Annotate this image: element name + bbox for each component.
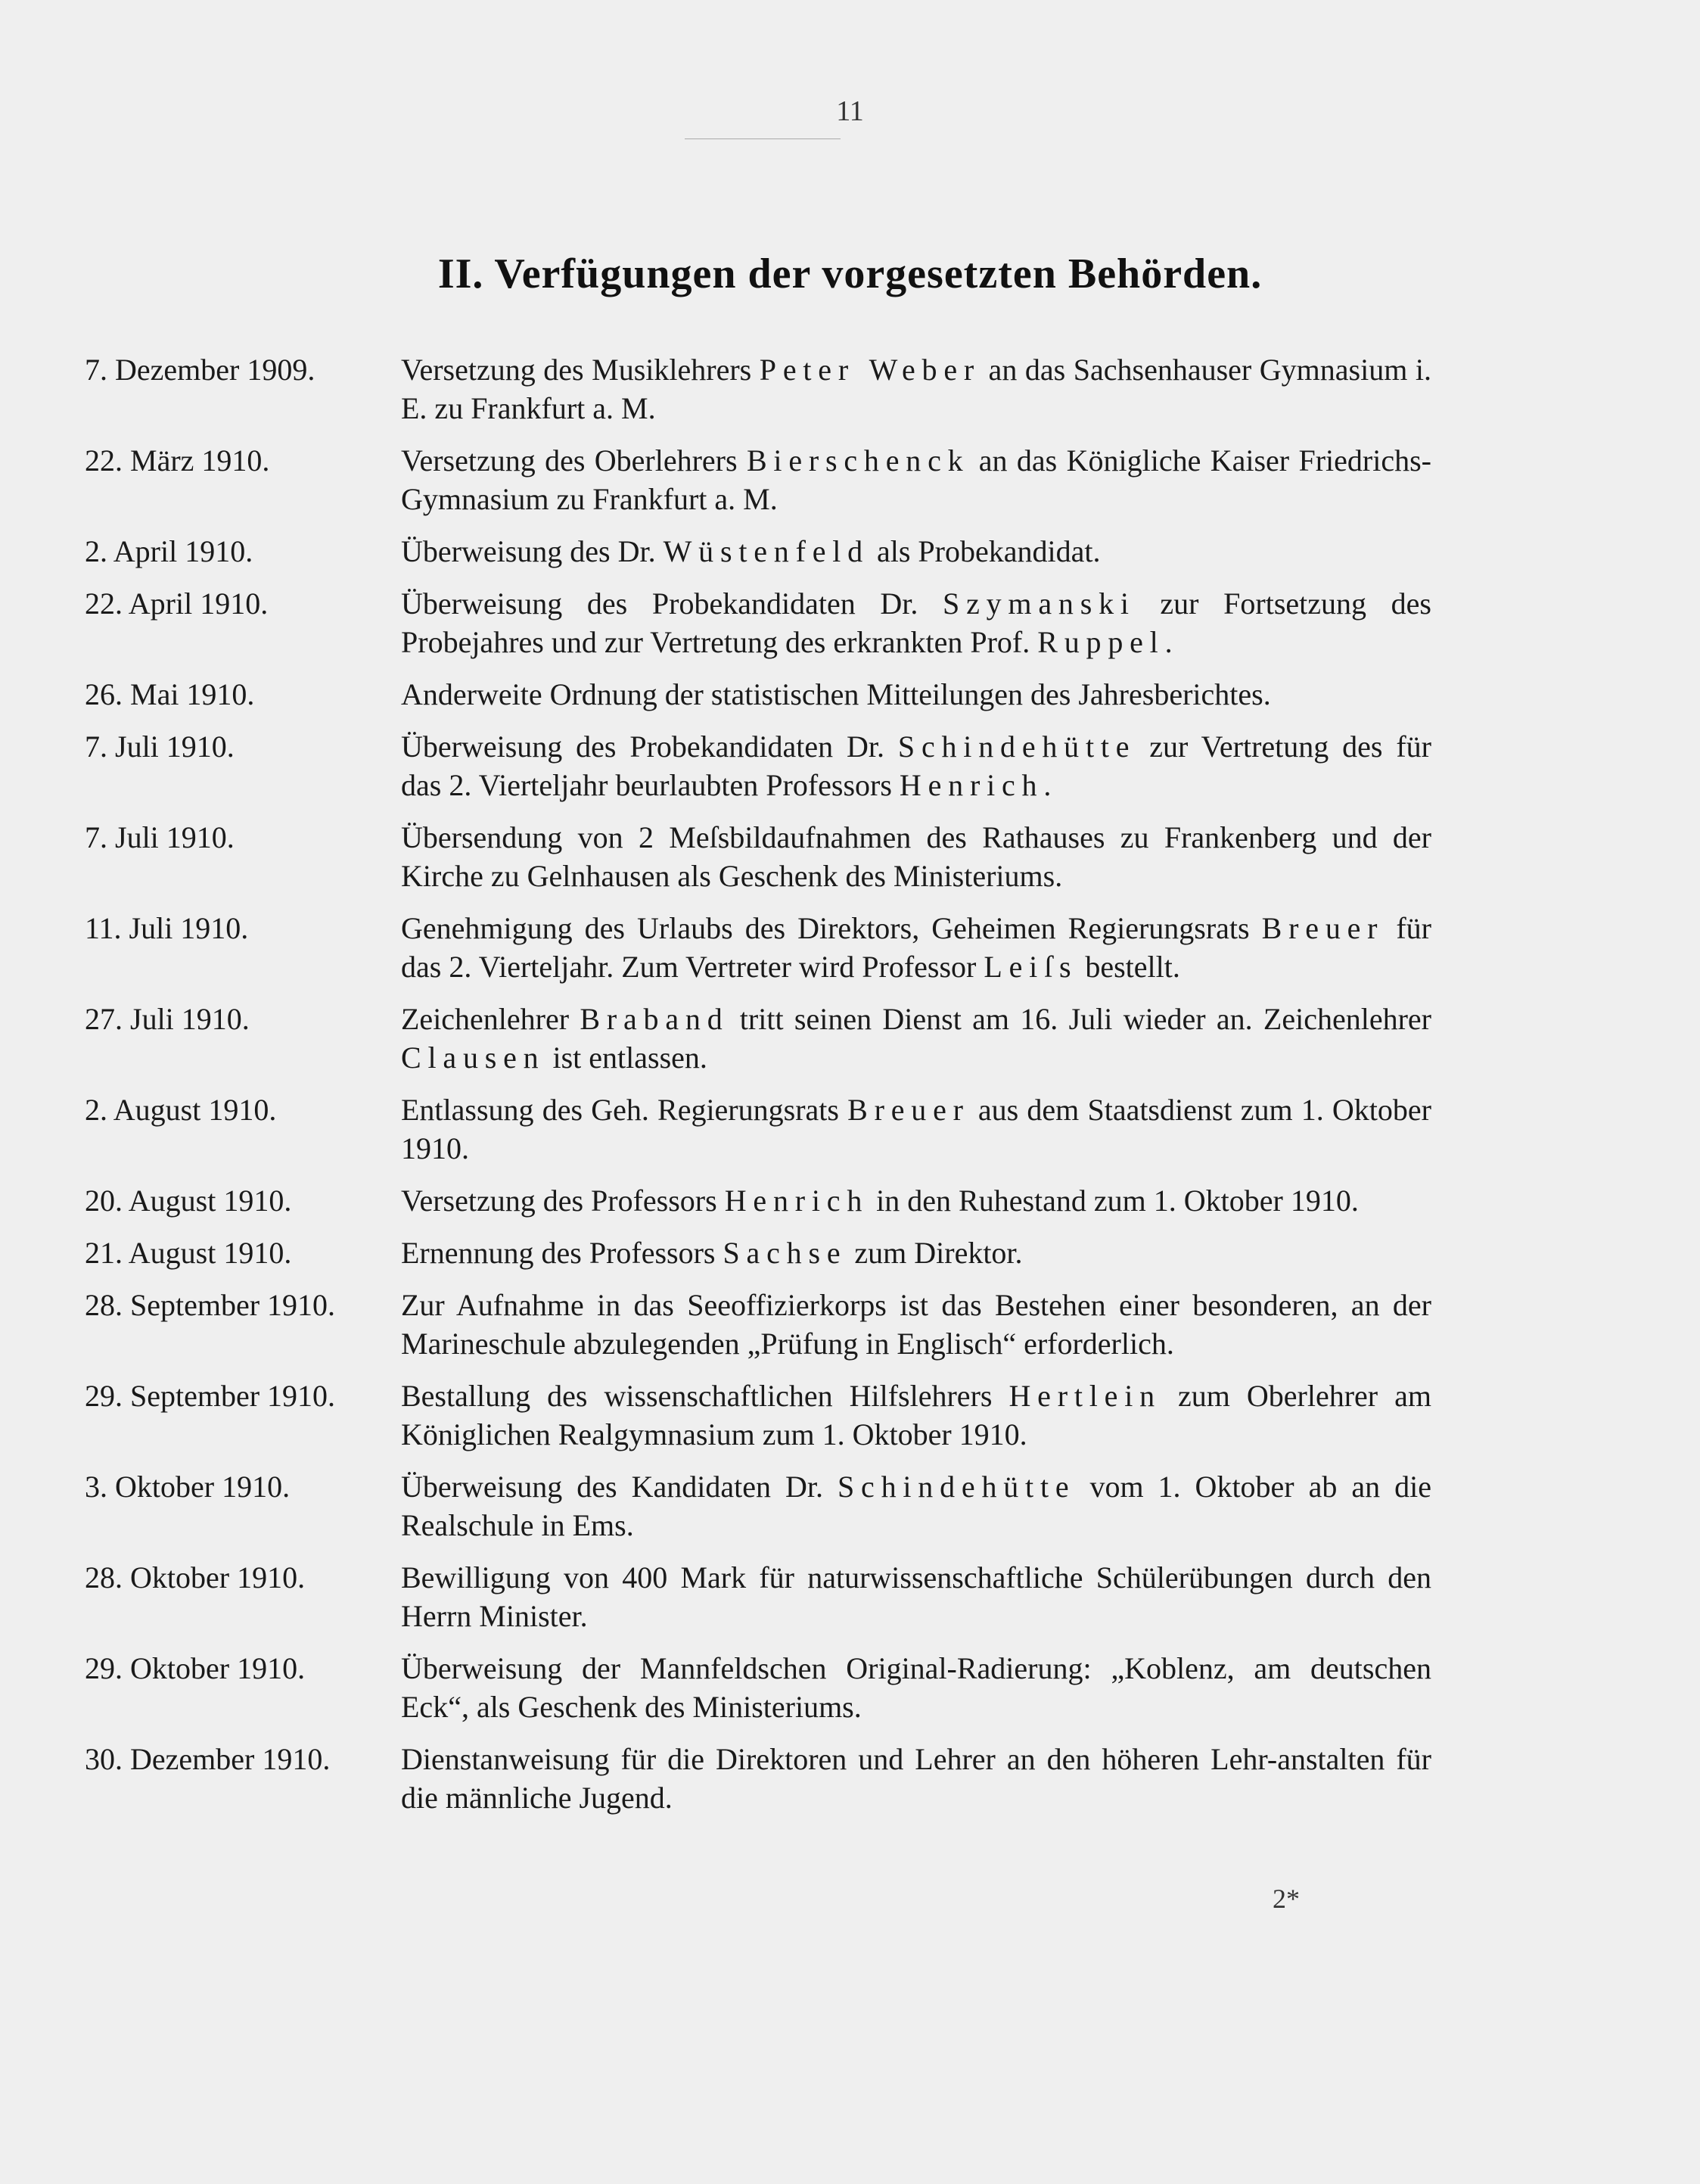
person-name: Clausen bbox=[401, 1041, 545, 1075]
decree-date: 7. Dezember 1909. bbox=[85, 353, 315, 387]
decree-text-part: Versetzung des Professors bbox=[401, 1184, 725, 1218]
decree-date: 26. Mai 1910. bbox=[85, 677, 255, 711]
decree-text-part: Ernennung des Professors bbox=[401, 1236, 723, 1270]
decree-text-part: Überweisung des Probekandidaten Dr. bbox=[401, 586, 943, 621]
decree-text-part: Überweisung des Dr. bbox=[401, 534, 664, 568]
decree-text bbox=[401, 1740, 1431, 1817]
person-name: Schindehütte bbox=[897, 730, 1136, 764]
decree-text-part: Bestallung des wissenschaftlichen Hilfslehrers bbox=[401, 1379, 1009, 1413]
decree-text bbox=[401, 1000, 1431, 1077]
signature-mark: 2* bbox=[1273, 1884, 1300, 1914]
decree-text bbox=[401, 675, 1431, 714]
decree-text-part: Dienstanweisung für die Direktoren und Lehrer an den höheren Lehr-anstalten für die männliche Jugend. bbox=[401, 1742, 1431, 1815]
decree-text bbox=[401, 818, 1431, 895]
decree-date: 27. Juli 1910. bbox=[85, 1002, 250, 1036]
decree-entry bbox=[85, 1558, 1431, 1635]
person-name: Braband bbox=[580, 1002, 729, 1036]
decree-text-part: Anderweite Ordnung der statistischen Mitteilungen des Jahresberichtes. bbox=[401, 677, 1271, 711]
person-name: Peter Weber bbox=[759, 353, 981, 387]
decree-text-part: Bewilligung von 400 Mark für naturwissenschaftliche Schülerübungen durch den Herrn Minister. bbox=[401, 1560, 1431, 1633]
person-name: Bierschenck bbox=[746, 443, 970, 478]
person-name: Wüstenfeld bbox=[663, 534, 869, 568]
decree-text-part: . bbox=[1164, 625, 1173, 659]
person-name: Henrich bbox=[724, 1184, 869, 1218]
decree-text-part: Überweisung des Probekandidaten Dr. bbox=[401, 730, 898, 764]
person-name: Henrich bbox=[899, 768, 1044, 802]
decree-date: 29. September 1910. bbox=[85, 1379, 336, 1413]
decree-text-part: Überweisung des Kandidaten Dr. bbox=[401, 1470, 838, 1504]
decree-text-part: tritt seinen Dienst am 16. Juli wieder an. Zeichenlehrer bbox=[729, 1002, 1431, 1036]
decree-date: 28. Oktober 1910. bbox=[85, 1560, 306, 1594]
decree-text bbox=[401, 1286, 1431, 1363]
decree-text bbox=[401, 1467, 1431, 1545]
decree-text bbox=[401, 1090, 1431, 1168]
person-name: Leiſs bbox=[984, 950, 1078, 984]
decree-text-part: zur Vertretung des für das 2. Vierteljahr beurlaubten Professors bbox=[401, 730, 1431, 802]
page-number: 11 bbox=[836, 95, 864, 127]
decree-entry bbox=[85, 1740, 1431, 1817]
person-name: Ruppel bbox=[1037, 625, 1165, 659]
decree-entry bbox=[85, 350, 1431, 428]
decree-date: 3. Oktober 1910. bbox=[85, 1470, 291, 1504]
decree-entry bbox=[85, 1234, 1431, 1272]
decree-text bbox=[401, 1377, 1431, 1454]
decree-date: 30. Dezember 1910. bbox=[85, 1742, 331, 1776]
decree-entry bbox=[85, 1377, 1431, 1454]
decree-date: 7. Juli 1910. bbox=[85, 820, 235, 854]
decree-text-part: für das 2. Vierteljahr. Zum Vertreter wird Professor bbox=[401, 911, 1432, 984]
decree-text bbox=[401, 1181, 1431, 1220]
decree-text bbox=[401, 584, 1431, 661]
decree-date: 20. August 1910. bbox=[85, 1184, 292, 1218]
decree-entry bbox=[85, 1649, 1431, 1726]
decree-text-part: Überweisung der Mannfeldschen Original-Radierung: „Koblenz, am deutschen Eck“, als Geschenk des Ministeriums. bbox=[401, 1651, 1431, 1724]
decree-date: 2. August 1910. bbox=[85, 1093, 277, 1127]
decree-entry bbox=[85, 1181, 1431, 1220]
decree-text-part: vom 1. Oktober ab an die Realschule in Ems. bbox=[401, 1470, 1431, 1542]
person-name: Sachse bbox=[723, 1236, 847, 1270]
decree-text-part: bestellt. bbox=[1077, 950, 1180, 984]
decree-text-part: Zeichenlehrer bbox=[401, 1002, 580, 1036]
person-name: Breuer bbox=[1261, 911, 1385, 945]
decree-text bbox=[401, 1649, 1431, 1726]
decree-text bbox=[401, 532, 1431, 571]
decree-text bbox=[401, 1234, 1431, 1272]
decree-text-part: als Probekandidat. bbox=[869, 534, 1101, 568]
decree-text-part: Genehmigung des Urlaubs des Direktors, Geheimen Regierungsrats bbox=[401, 911, 1262, 945]
decree-entry bbox=[85, 1467, 1431, 1545]
decree-entry bbox=[85, 1000, 1431, 1077]
decree-date: 28. September 1910. bbox=[85, 1288, 336, 1322]
decree-date: 11. Juli 1910. bbox=[85, 911, 249, 945]
person-name: Hertlein bbox=[1009, 1379, 1161, 1413]
decree-date: 22. April 1910. bbox=[85, 586, 269, 621]
person-name: Schindehütte bbox=[837, 1470, 1076, 1504]
decree-text-part: in den Ruhestand zum 1. Oktober 1910. bbox=[869, 1184, 1359, 1218]
decree-text bbox=[401, 909, 1431, 986]
decree-text bbox=[401, 727, 1431, 804]
decree-date: 2. April 1910. bbox=[85, 534, 253, 568]
person-name: Szymanski bbox=[943, 586, 1136, 621]
decree-date: 22. März 1910. bbox=[85, 443, 270, 478]
decree-date: 29. Oktober 1910. bbox=[85, 1651, 306, 1685]
decree-text-part: zum Direktor. bbox=[847, 1236, 1023, 1270]
decree-text-part: Versetzung des Musiklehrers bbox=[401, 353, 760, 387]
decree-entry bbox=[85, 1286, 1431, 1363]
decree-text bbox=[401, 350, 1431, 428]
decree-text-part: an das Königliche Kaiser Friedrichs-Gymnasium zu Frankfurt a. M. bbox=[401, 443, 1431, 516]
decree-entry bbox=[85, 909, 1431, 986]
decree-text-part: ist entlassen. bbox=[545, 1041, 707, 1075]
page-number-rule bbox=[685, 138, 841, 139]
section-title: II. Verfügungen der vorgesetzten Behörden. bbox=[437, 250, 1263, 297]
decree-text-part: aus dem Staatsdienst zum 1. Oktober 1910. bbox=[401, 1093, 1431, 1165]
decree-entry bbox=[85, 532, 1431, 571]
decree-text-part: Entlassung des Geh. Regierungsrats bbox=[401, 1093, 848, 1127]
decree-date: 21. August 1910. bbox=[85, 1236, 292, 1270]
person-name: Breuer bbox=[847, 1093, 970, 1127]
decree-text-part: Zur Aufnahme in das Seeoffizierkorps ist das Bestehen einer besonderen, an der Marineschule abzulegenden „Prüfung in Englisch“ erforderlich. bbox=[401, 1288, 1431, 1361]
decree-date: 7. Juli 1910. bbox=[85, 730, 235, 764]
decree-entry bbox=[85, 441, 1431, 518]
decree-text-part: an das Sachsenhauser Gymnasium i. E. zu Frankfurt a. M. bbox=[401, 353, 1431, 425]
decree-entry bbox=[85, 727, 1431, 804]
decree-entry bbox=[85, 818, 1431, 895]
decree-text bbox=[401, 1558, 1431, 1635]
decree-text-part: Versetzung des Oberlehrers bbox=[401, 443, 747, 478]
decree-entry bbox=[85, 1090, 1431, 1168]
decree-text-part: . bbox=[1043, 768, 1052, 802]
decree-list bbox=[85, 350, 1431, 1831]
decree-text-part: zum Oberlehrer am Königlichen Realgymnasium zum 1. Oktober 1910. bbox=[401, 1379, 1431, 1451]
decree-entry bbox=[85, 584, 1431, 661]
decree-entry bbox=[85, 675, 1431, 714]
decree-text bbox=[401, 441, 1431, 518]
decree-text-part: zur Fortsetzung des Probejahres und zur Vertretung des erkrankten Prof. bbox=[401, 586, 1431, 659]
decree-text-part: Übersendung von 2 Meſsbildaufnahmen des Rathauses zu Frankenberg und der Kirche zu Gelnhausen als Geschenk des Ministeriums. bbox=[401, 820, 1431, 893]
